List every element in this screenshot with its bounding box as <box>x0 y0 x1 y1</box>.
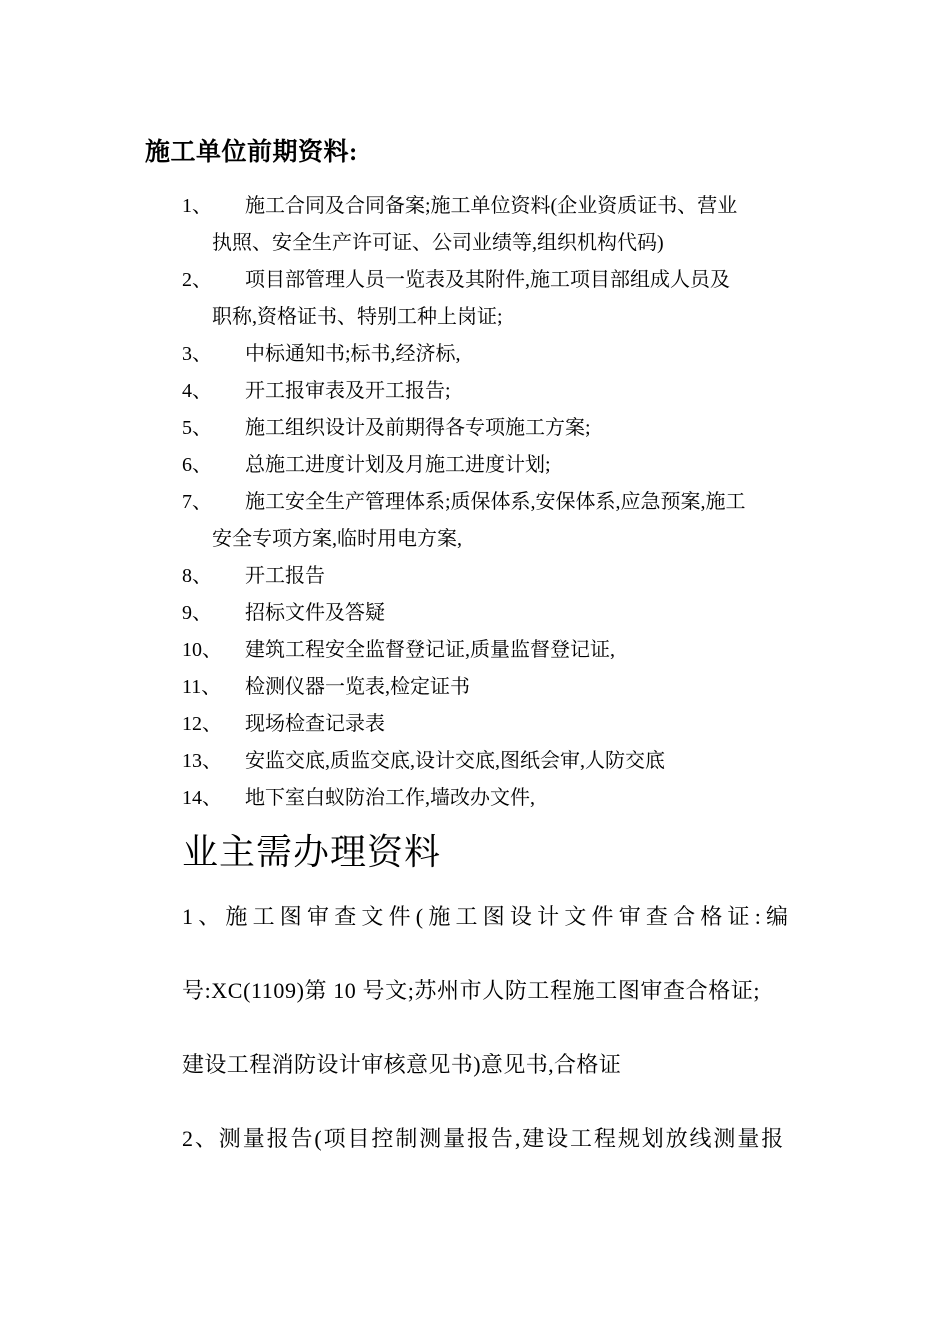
owner-section-title: 业主需办理资料 <box>182 832 442 872</box>
item-text: 检测仪器一览表,检定证书 <box>245 676 470 698</box>
list-item <box>182 447 822 484</box>
list-item <box>182 336 822 373</box>
list-item <box>182 743 822 780</box>
item-number: 14、 <box>182 787 222 809</box>
item-text: 建筑工程安全监督登记证,质量监督登记证, <box>245 639 615 661</box>
item-number: 11、 <box>182 676 222 698</box>
item-number: 13、 <box>182 750 222 772</box>
owner-paragraph-line: 建设工程消防设计审核意见书)意见书,合格证 <box>182 1052 622 1077</box>
item-text: 施工组织设计及前期得各专项施工方案; <box>245 417 591 439</box>
item-text-continuation: 执照、安全生产许可证、公司业绩等,组织机构代码) <box>212 232 664 254</box>
list-item <box>182 373 822 410</box>
item-text: 中标通知书;标书,经济标, <box>245 343 461 365</box>
owner-paragraph-line: 2、测量报告(项目控制测量报告,建设工程规划放线测量报 <box>182 1126 786 1151</box>
item-number: 5、 <box>182 417 212 439</box>
list-item <box>182 669 822 706</box>
contractor-section-title: 施工单位前期资料: <box>145 139 358 166</box>
item-text: 施工合同及合同备案;施工单位资料(企业资质证书、营业 <box>245 195 738 217</box>
item-number: 4、 <box>182 380 212 402</box>
item-text: 地下室白蚁防治工作,墙改办文件, <box>245 787 535 809</box>
list-item <box>182 262 822 336</box>
owner-paragraph-line: 号:XC(1109)第 10 号文;苏州市人防工程施工图审查合格证; <box>182 978 761 1003</box>
list-item <box>182 188 822 262</box>
owner-paragraph-line: 1、施工图审查文件(施工图设计文件审查合格证:编 <box>182 904 794 929</box>
item-text: 项目部管理人员一览表及其附件,施工项目部组成人员及 <box>245 269 730 291</box>
list-item <box>182 780 822 817</box>
item-text: 现场检查记录表 <box>245 713 385 735</box>
list-item <box>182 706 822 743</box>
item-number: 3、 <box>182 343 212 365</box>
owner-paragraphs <box>182 888 810 1184</box>
item-text: 施工安全生产管理体系;质保体系,安保体系,应急预案,施工 <box>245 491 746 513</box>
item-text: 开工报审表及开工报告; <box>245 380 451 402</box>
item-text: 安监交底,质监交底,设计交底,图纸会审,人防交底 <box>245 750 665 772</box>
item-text: 招标文件及答疑 <box>245 602 385 624</box>
item-number: 9、 <box>182 602 212 624</box>
item-number: 8、 <box>182 565 212 587</box>
item-text: 总施工进度计划及月施工进度计划; <box>245 454 551 476</box>
list-item <box>182 558 822 595</box>
list-item <box>182 410 822 447</box>
list-item <box>182 484 822 558</box>
item-number: 7、 <box>182 491 212 513</box>
list-item <box>182 595 822 632</box>
contractor-document-list <box>182 188 822 817</box>
item-text-continuation: 安全专项方案,临时用电方案, <box>212 528 462 550</box>
list-item <box>182 632 822 669</box>
item-text-continuation: 职称,资格证书、特别工种上岗证; <box>212 306 503 328</box>
item-number: 10、 <box>182 639 222 661</box>
item-number: 2、 <box>182 269 212 291</box>
item-number: 1、 <box>182 195 212 217</box>
item-number: 6、 <box>182 454 212 476</box>
item-text: 开工报告 <box>245 565 325 587</box>
item-number: 12、 <box>182 713 222 735</box>
